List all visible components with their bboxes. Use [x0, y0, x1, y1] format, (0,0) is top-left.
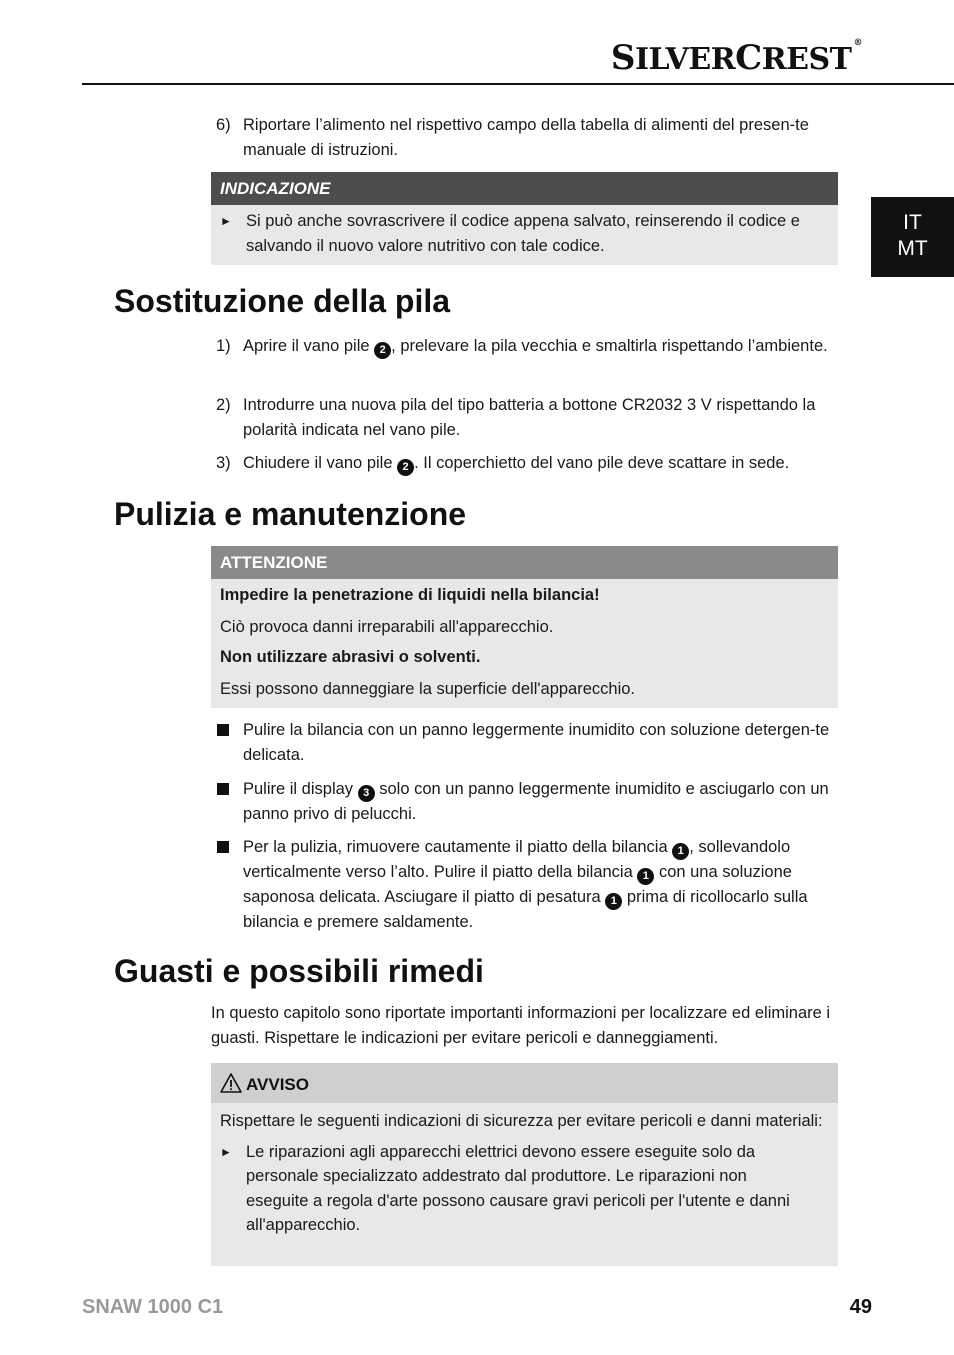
bullet-text — [243, 835, 838, 935]
brand-letter: C — [735, 38, 762, 78]
brand-text: ILVER — [634, 42, 736, 77]
step-text — [243, 451, 838, 476]
cleaning-bullet-1 — [216, 718, 838, 767]
warning-bold-1: Impedire la penetrazione di liquidi nella bilancia! — [220, 586, 600, 604]
warning-bold-2: Non utilizzare abrasivi o solventi. — [220, 648, 481, 666]
notice-text: Rispettare le seguenti indicazioni di sicurezza per evitare pericoli e danni materiali: — [220, 1112, 823, 1130]
bullet-text-part: prima di ricollocarlo sulla bilancia e premere saldamente. — [243, 888, 808, 931]
warning-text-2: Essi possono danneggiare la superficie dell'apparecchio. — [220, 679, 635, 698]
step-number: 2) — [216, 396, 231, 414]
weighing-plate-ref-icon: 1 — [672, 843, 689, 860]
note-item — [220, 209, 829, 258]
language-tab — [871, 197, 954, 277]
step-6 — [216, 113, 838, 162]
language-code-it: IT — [903, 211, 922, 234]
bullet-text-part: Pulire il display — [243, 780, 358, 798]
note-title: INDICAZIONE — [211, 172, 838, 205]
warning-box — [211, 546, 838, 708]
notice-item — [220, 1140, 806, 1238]
weighing-plate-ref-icon: 1 — [605, 893, 622, 910]
display-ref-icon: 3 — [358, 785, 375, 802]
step-text: Introdurre una nuova pila del tipo batteria a bottone CR2032 3 V rispettando la polarità indicata nel vano pile. — [243, 396, 816, 439]
step-number: 1) — [216, 337, 231, 355]
battery-step-2 — [216, 393, 838, 442]
step-text-part: . Il coperchietto del vano pile deve scattare in sede. — [414, 454, 790, 472]
brand-text: REST — [761, 42, 852, 77]
arrow-right-icon: ► — [220, 1144, 232, 1159]
footer-model: SNAW 1000 C1 — [82, 1296, 224, 1318]
square-bullet-icon — [217, 724, 229, 736]
notice-box — [211, 1063, 838, 1266]
section-title-troubleshooting: Guasti e possibili rimedi — [114, 953, 484, 989]
square-bullet-icon — [217, 841, 229, 853]
warning-text-1: Ciò provoca danni irreparabili all'apparecchio. — [220, 617, 554, 636]
section-title-battery: Sostituzione della pila — [114, 283, 451, 319]
step-text-part: , prelevare la pila vecchia e smaltirla rispettando l’ambiente. — [391, 337, 828, 355]
bullet-text-part: Per la pulizia, rimuovere cautamente il piatto della bilancia — [243, 838, 673, 856]
note-item-text: Si può anche sovrascrivere il codice appena salvato, reinserendo il codice e salvando il nuovo valore nutritivo con tale codice. — [246, 212, 800, 255]
registered-mark: ® — [853, 38, 862, 48]
bullet-text-part: solo con un panno leggermente inumidito e asciugarlo con un panno privo di pelucchi. — [243, 780, 829, 823]
brand-letter: S — [610, 38, 635, 78]
step-text-part: Aprire il vano pile — [243, 337, 375, 355]
brand-logo — [611, 38, 862, 78]
notice-item-text: Le riparazioni agli apparecchi elettrici devono essere eseguite solo da personale specializzato addestrato dal produttore. Le riparazioni non eseguite a regola d'arte possono causare gravi pericoli per l'utente e danni all'apparecchio. — [246, 1142, 790, 1234]
weighing-plate-ref-icon: 1 — [637, 868, 654, 885]
step-text: Riportare l’alimento nel rispettivo campo della tabella di alimenti del presen-te manuale di istruzioni. — [243, 116, 809, 159]
notice-title: AVVISO — [246, 1075, 309, 1094]
cleaning-bullet-3 — [216, 835, 838, 935]
battery-step-1 — [216, 334, 838, 359]
bullet-text — [243, 777, 838, 827]
language-code-mt: MT — [897, 237, 928, 260]
bullet-text-part: con una soluzione saponosa delicata. Asciugare il piatto di pesatura — [243, 863, 792, 906]
cleaning-bullet-2 — [216, 777, 838, 827]
section-title-cleaning: Pulizia e manutenzione — [114, 496, 467, 532]
warning-title: ATTENZIONE — [211, 546, 838, 579]
battery-compartment-ref-icon: 2 — [374, 342, 391, 359]
notice-header — [211, 1063, 838, 1103]
page-number: 49 — [849, 1296, 872, 1318]
battery-compartment-ref-icon: 2 — [397, 459, 414, 476]
header-rule — [82, 83, 954, 85]
warning-triangle-icon — [220, 1073, 242, 1093]
step-number: 3) — [216, 454, 231, 472]
note-box — [211, 172, 838, 265]
step-number: 6) — [216, 116, 231, 134]
bullet-text: Pulire la bilancia con un panno leggermente inumidito con soluzione detergen-te delicata. — [243, 721, 830, 764]
arrow-right-icon: ► — [220, 214, 232, 228]
square-bullet-icon — [217, 783, 229, 795]
bullet-text-part: , sollevandolo verticalmente verso l’alto. Pulire il piatto della bilancia — [243, 838, 791, 881]
step-text — [243, 334, 838, 359]
step-text-part: Chiudere il vano pile — [243, 454, 398, 472]
troubleshooting-intro: In questo capitolo sono riportate importanti informazioni per localizzare ed eliminare i guasti. Rispettare le indicazioni per evitare pericoli e danneggiamenti. — [211, 1004, 831, 1047]
battery-step-3 — [216, 451, 838, 476]
